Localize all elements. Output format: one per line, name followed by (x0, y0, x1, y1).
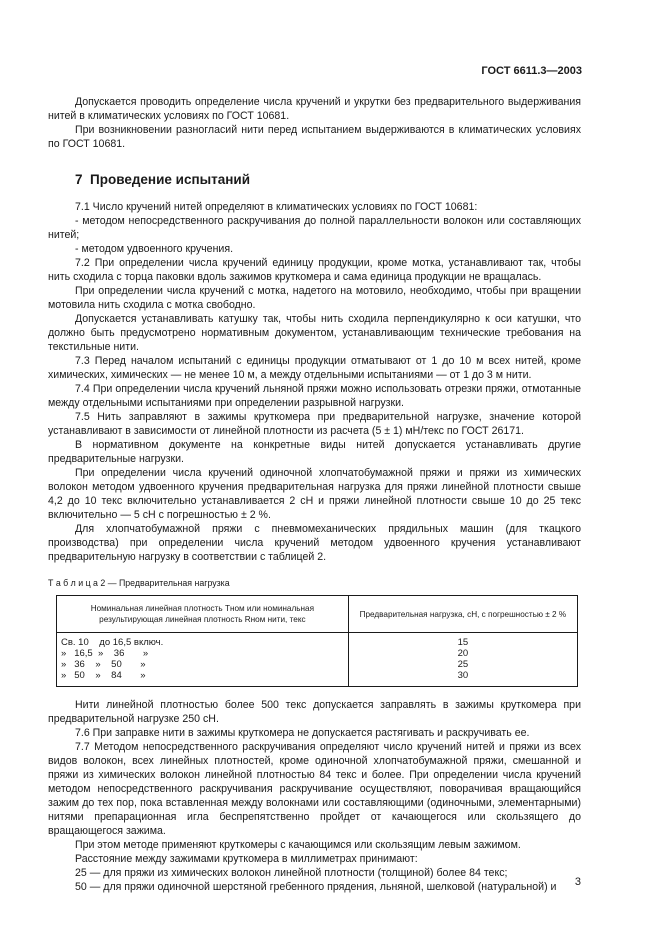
list-item: - методом непосредственного раскручивания до полной параллельности волокон или составляющих нитей; (48, 215, 581, 241)
list-item: - методом удвоенного кручения. (75, 243, 234, 255)
table-cell-load: 30 (348, 670, 577, 687)
paragraph: Допускается устанавливать катушку так, чтобы нить сходила перпендикулярно к оси катушки, что должно быть предусмотрено нормативным документом, устанавливающим технические требования на текстильные нити. (48, 313, 581, 353)
table-cell-load: 20 (348, 648, 577, 659)
preload-table (56, 595, 578, 687)
table-caption: Т а б л и ц а 2 — Предварительная нагрузка (48, 578, 230, 588)
table-cell-range: Св. 10 до 16,5 включ. (57, 633, 349, 649)
table-row (57, 648, 578, 659)
paragraph: При определении числа кручений одиночной хлопчатобумажной пряжи и пряжи из химических волокон методом удвоенного кручения предварительная нагрузка для пряжи линейной плотности свыше 4,2 до 10 текс включительно устанавливается 2 сН и пряжи линейной плотности свыше 10 до 25 текс включительно — 5 сН с погрешностью ± 2 %. (48, 467, 581, 521)
paragraph: 25 — для пряжи из химических волокон линейной плотности (толщиной) более 84 текс; (75, 867, 508, 879)
paragraph: 7.2 При определении числа кручений единицу продукции, кроме мотка, устанавливают так, чтобы нить сходила с торца паковки вдоль зажимов круткомера и сама единица продукции не вращалась. (48, 257, 581, 283)
page-number: 3 (574, 876, 581, 888)
paragraph: При возникновении разногласий нити перед испытанием выдерживаются в климатических условиях по ГОСТ 10681. (48, 124, 581, 150)
paragraph: 50 — для пряжи одиночной шерстяной гребенного прядения, льняной, шелковой (натуральной) и (75, 881, 557, 893)
paragraph: 7.5 Нить заправляют в зажимы круткомера при предварительной нагрузке, значение которой устанавливают в зависимости от линейной плотности из расчета (5 ± 1) мН/текс по ГОСТ 26171. (48, 411, 581, 437)
paragraph: Допускается проводить определение числа кручений и укрутки без предварительного выдерживания нитей в климатических условиях по ГОСТ 10681. (48, 96, 581, 122)
table-cell-range: » 50 » 84 » (57, 670, 349, 687)
document-number-header: ГОСТ 6611.3—2003 (481, 65, 582, 77)
paragraph: При определении числа кручений с мотка, надетого на мотовило, необходимо, чтобы при вращении мотовила нить сходила с мотка свободно. (48, 285, 581, 311)
table-cell-load: 25 (348, 659, 577, 670)
paragraph: 7.3 Перед началом испытаний с единицы продукции отматывают от 1 до 10 м всех нитей, кроме химических, химических — не менее 10 м, а между отдельными испытаниями — от 1 до 3 м нити. (48, 355, 581, 381)
paragraph: Расстояние между зажимами круткомера в миллиметрах принимают: (75, 853, 418, 865)
document-body (48, 95, 581, 894)
table-cell-range: » 36 » 50 » (57, 659, 349, 670)
table-cell-range: » 16,5 » 36 » (57, 648, 349, 659)
table-cell-load: 15 (348, 633, 577, 649)
table-row (57, 659, 578, 670)
paragraph: В нормативном документе на конкретные виды нитей допускается устанавливать другие предварительные нагрузки. (48, 439, 581, 465)
paragraph: Нити линейной плотностью более 500 текс допускается заправлять в зажимы круткомера при предварительной нагрузке 250 сН. (48, 699, 581, 725)
paragraph: При этом методе применяют круткомеры с качающимся или скользящим левым зажимом. (75, 839, 521, 851)
table-row (57, 670, 578, 687)
column-header-load: Предварительная нагрузка, сН, с погрешностью ± 2 % (348, 596, 577, 633)
table-header-row (57, 596, 578, 633)
section-heading (75, 173, 581, 187)
paragraph: 7.1 Число кручений нитей определяют в климатических условиях по ГОСТ 10681: (75, 201, 478, 213)
paragraph: 7.6 При заправке нити в зажимы круткомера не допускается растягивать и раскручивать ее. (75, 727, 530, 739)
section-number: 7 (75, 172, 83, 187)
paragraph: 7.7 Методом непосредственного раскручивания определяют число кручений нитей и пряжи из всех видов волокон, всех линейных плотностей, кроме одиночной хлопчатобумажной пряжи, смешанной и пряжи из химических волокон линейной плотностью 84 текс и более. При определении числа кручений методом непосредственного раскручивания раскручивание осуществляют, поворачивая вращающийся зажим до тех пор, пока вставленная между волокнами или составляющими (одиночными, элементарными) нитями препарационная игла беспрепятственно пройдет от качающегося или скользящего до вращающегося зажима. (48, 741, 581, 837)
paragraph: 7.4 При определении числа кручений льняной пряжи можно использовать отрезки пряжи, отмотанные между отдельными испытаниями при определении разрывной нагрузки. (48, 383, 581, 409)
column-header-density: Номинальная линейная плотность Tном или номинальная результирующая линейная плотность Rном нити, текс (57, 596, 349, 633)
paragraph: Для хлопчатобумажной пряжи с пневмомеханических прядильных машин (для ткацкого производства) при определении числа кручений методом удвоенного кручения устанавливают предварительную нагрузку в соответствии с таблицей 2. (48, 523, 581, 563)
section-title: Проведение испытаний (90, 172, 251, 187)
table-row (57, 633, 578, 649)
